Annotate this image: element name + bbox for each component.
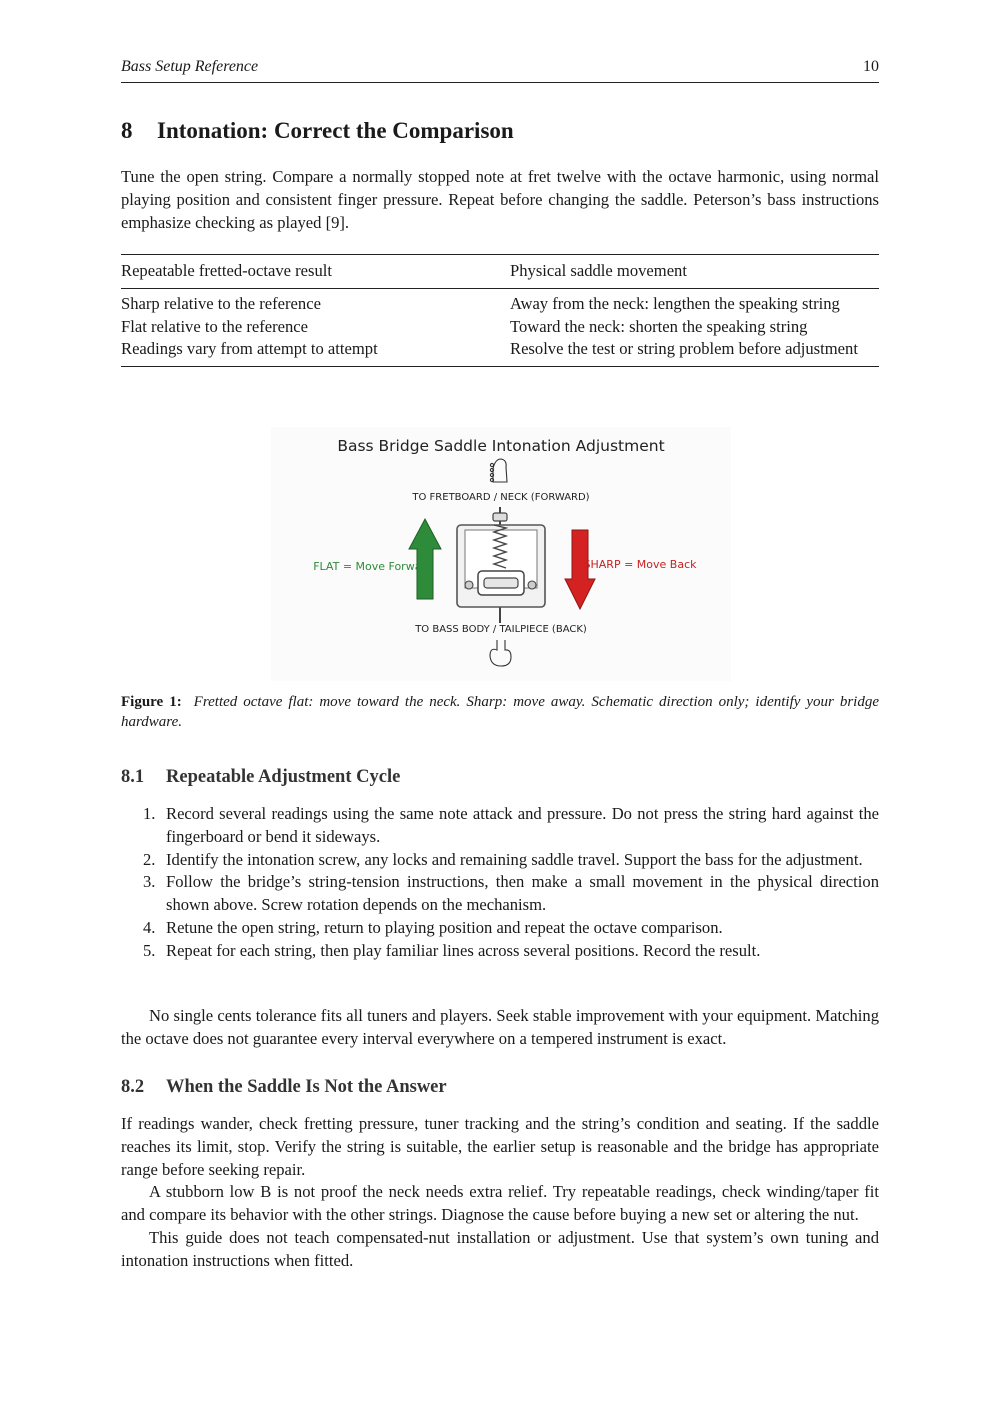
- list-item: [121, 803, 879, 849]
- table-cell-movement: Toward the neck: shorten the speaking string: [510, 316, 808, 336]
- table-cell-movement: Resolve the test or string problem before adjustment: [510, 338, 879, 366]
- list-number: 1.: [143, 804, 156, 823]
- bass-body-icon: [490, 640, 511, 666]
- adjustment-steps-list: [121, 803, 879, 963]
- table-header-row: [121, 255, 879, 289]
- paragraph: A stubborn low B is not proof the neck needs extra relief. Try repeatable readings, check winding/taper fit and compare its behavior with the other strings. Diagnose the cause before buying a new set or altering the nut.: [121, 1182, 879, 1225]
- header-rule: [121, 82, 879, 83]
- list-text: Follow the bridge’s string-tension instructions, then make a small movement in the physical direction shown above. Screw rotation depends on the mechanism.: [166, 872, 879, 915]
- list-text: Repeat for each string, then play familiar lines across several positions. Record the result.: [166, 940, 761, 960]
- bridge-saddle-icon: [457, 507, 545, 623]
- list-text: Record several readings using the same note attack and pressure. Do not press the string hard against the fingerboard or bend it sideways.: [166, 804, 879, 846]
- back-label: TO BASS BODY / TAILPIECE (BACK): [415, 624, 587, 635]
- table-cell-movement: Away from the neck: lengthen the speaking string: [510, 293, 840, 313]
- section-title: Intonation: Correct the Comparison: [157, 118, 514, 143]
- list-item: [121, 871, 879, 917]
- table-header-result: Repeatable fretted-octave result: [121, 255, 510, 289]
- subsection-title: Repeatable Adjustment Cycle: [166, 767, 401, 787]
- list-number: 3.: [143, 872, 156, 892]
- tolerance-note: No single cents tolerance fits all tuners and players. Seek stable improvement with your equipment. Matching the octave does not guarantee every interval everywhere on a tempered instrument is exact.: [121, 1006, 879, 1048]
- figure-caption: [121, 692, 879, 732]
- list-text: Identify the intonation screw, any locks and remaining saddle travel. Support the bass for the adjustment.: [166, 849, 863, 869]
- saddle-movement-table: [121, 254, 879, 367]
- list-item: [121, 917, 879, 940]
- table-cell-result: Flat relative to the reference: [121, 316, 309, 336]
- bridge-saddle-diagram: [271, 427, 731, 681]
- paragraph: If readings wander, check fretting pressure, tuner tracking and the string’s condition and seating. If the saddle reaches its limit, stop. Verify the string is suitable, the earlier setup is reasonable and the bridge has appropriate range before seeking repair.: [121, 1114, 879, 1179]
- subsection-title: When the Saddle Is Not the Answer: [166, 1077, 447, 1097]
- list-number: 4.: [143, 917, 156, 937]
- table-cell-result: Readings vary from attempt to attempt: [121, 338, 510, 366]
- flat-arrow-up-icon: [409, 519, 441, 599]
- list-item: [121, 849, 879, 872]
- subsection-number: 8.1: [121, 767, 145, 787]
- list-number: 5.: [143, 940, 156, 960]
- page-number: 10: [863, 58, 879, 75]
- table-row: [121, 316, 879, 339]
- list-number: 2.: [143, 849, 156, 869]
- subsection-heading-8-2: [121, 1077, 447, 1098]
- subsection-8-2-body: [121, 1113, 879, 1273]
- sharp-label: SHARP = Move Back: [583, 558, 697, 571]
- caption-label: Figure 1:: [121, 694, 182, 710]
- table-row: [121, 288, 879, 315]
- section-number: 8: [121, 118, 133, 143]
- bridge-saddle-figure: [271, 427, 731, 681]
- headstock-icon: [490, 459, 507, 482]
- subsection-heading-8-1: [121, 767, 400, 788]
- caption-text: Fretted octave flat: move toward the neck. Sharp: move away. Schematic direction only; identify your bridge hardware.: [121, 694, 880, 730]
- flat-label: FLAT = Move Forward: [313, 560, 433, 573]
- intro-paragraph: Tune the open string. Compare a normally stopped note at fret twelve with the octave harmonic, using normal playing position and consistent finger pressure. Repeat before changing the saddle. Peterson’s bass instructions emphasize checking as played [9].: [121, 167, 879, 232]
- section-heading: [121, 118, 514, 144]
- running-head-title: Bass Setup Reference: [121, 58, 259, 75]
- table-header-movement: Physical saddle movement: [510, 255, 879, 289]
- list-item: [121, 940, 879, 963]
- table-cell-result: Sharp relative to the reference: [121, 293, 321, 313]
- forward-label: TO FRETBOARD / NECK (FORWARD): [412, 492, 590, 503]
- running-head: [121, 58, 879, 76]
- subsection-number: 8.2: [121, 1077, 145, 1097]
- list-text: Retune the open string, return to playing position and repeat the octave comparison.: [166, 917, 723, 937]
- paragraph: This guide does not teach compensated-nut installation or adjustment. Use that system’s own tuning and intonation instructions when fitted.: [121, 1227, 879, 1270]
- figure-title: Bass Bridge Saddle Intonation Adjustment: [337, 437, 665, 455]
- table-row: [121, 338, 879, 366]
